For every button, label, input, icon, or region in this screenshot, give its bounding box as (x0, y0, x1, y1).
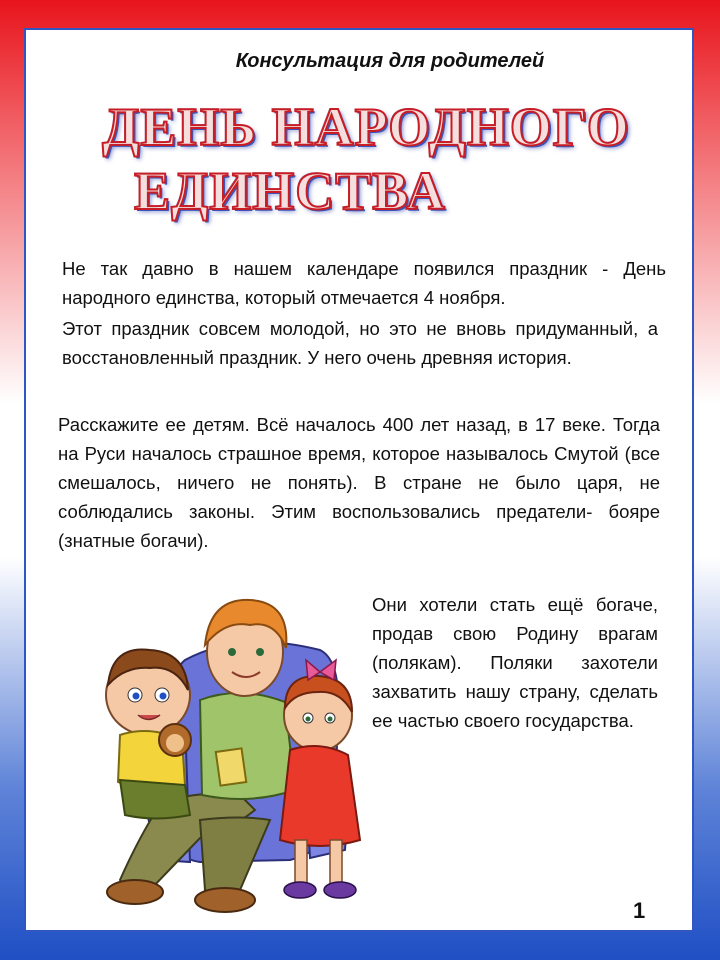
subtitle: Консультация для родителей (235, 50, 545, 72)
page-number: 1 (633, 898, 646, 923)
title-line-1: ДЕНЬ НАРОДНОГО (102, 97, 630, 157)
paragraph-4: Они хотели стать ещё богаче, продав свою Родину врагам (полякам). Поляки захотели захватить нашу страну, сделать ее частью своего государства. (372, 594, 658, 731)
paragraph-3: Расскажите ее детям. Всё началось 400 лет назад, в 17 веке. Тогда на Руси началось страшное время, которое называлось Смутой (все смешалось, ничего не понять). В стране не было царя, не соблюдались законы. Этим воспользовались предатели- бояре (знатные богачи). (58, 414, 660, 551)
family-illustration (90, 590, 370, 920)
title-line-2: ЕДИНСТВА (134, 161, 446, 221)
paragraph-2: Этот праздник совсем молодой, но это не вновь придуманный, а восстановленный праздник. У него очень древняя история. (62, 318, 658, 368)
paragraph-1: Не так давно в нашем календаре появился праздник - День народного единства, который отмечается 4 ноября. (62, 258, 666, 308)
